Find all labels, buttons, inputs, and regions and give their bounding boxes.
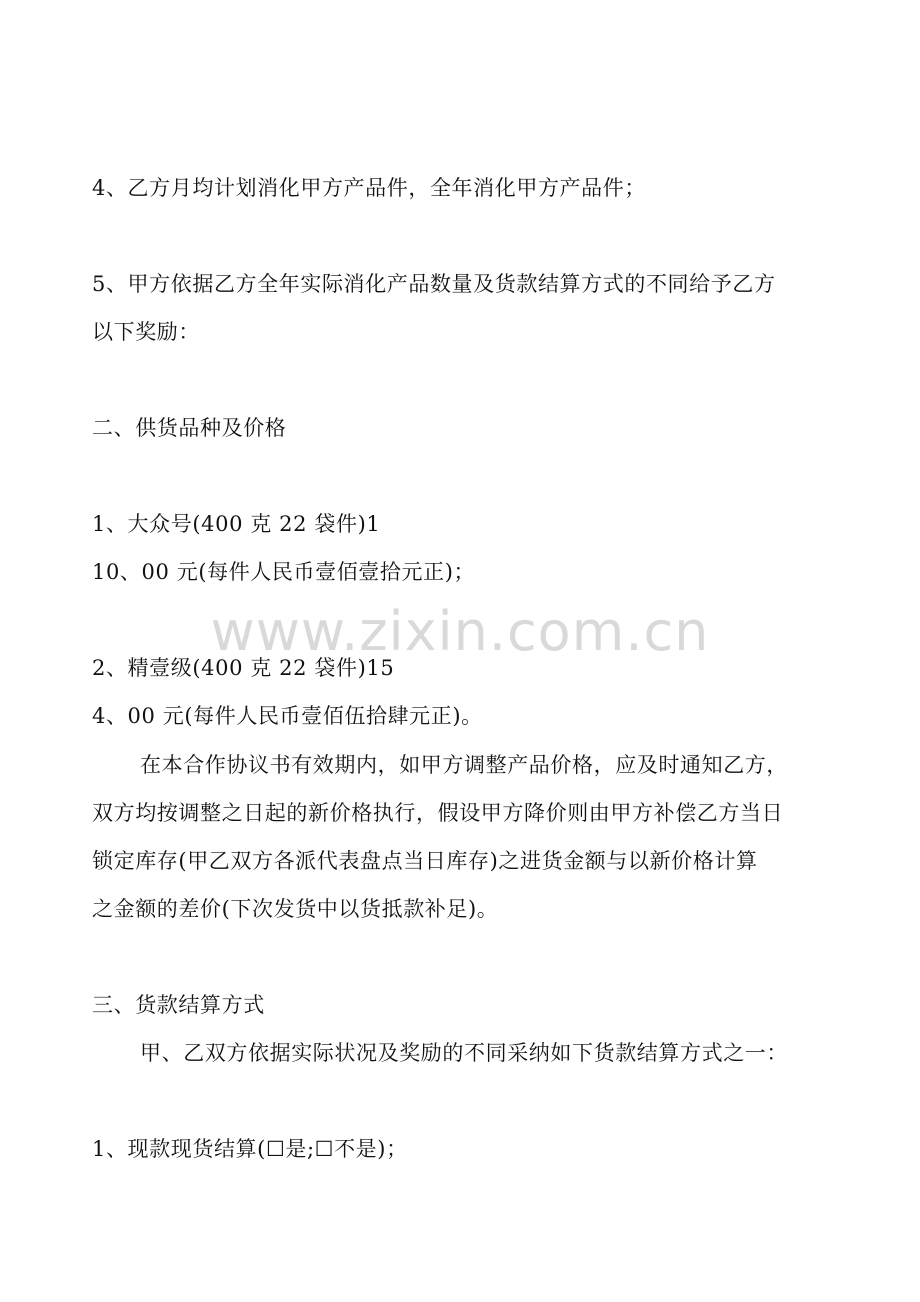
price-adjustment-para-line1: 在本合作协议书有效期内，如甲方调整产品价格，应及时通知乙方， [140, 753, 788, 777]
price-adjustment-para-line3: 锁定库存(甲乙双方各派代表盘点当日库存)之进货金额与以新价格计算 [92, 849, 758, 873]
product-1-line2: 10、00 元(每件人民币壹佰壹拾元正)； [92, 560, 476, 584]
clause-4-text: 4、乙方月均计划消化甲方产品件，全年消化甲方产品件； [92, 176, 646, 200]
section-2-heading: 二、供货品种及价格 [92, 416, 287, 440]
clause-5-text-line1: 5、甲方依据乙方全年实际消化产品数量及货款结算方式的不同给予乙方 [92, 272, 776, 296]
product-2-line2: 4、00 元(每件人民币壹佰伍拾肆元正)。 [92, 704, 483, 728]
product-2-line1: 2、精壹级(400 克 22 袋件)15 [92, 656, 395, 680]
product-1-line1: 1、大众号(400 克 22 袋件)1 [92, 512, 381, 536]
settlement-option-1: 1、现款现货结算(☐是;☐不是)； [92, 1137, 408, 1161]
watermark: www.zixin.com.cn [210, 600, 710, 663]
clause-5-text-line2: 以下奖励： [92, 320, 200, 344]
section-3-heading: 三、货款结算方式 [92, 993, 265, 1017]
price-adjustment-para-line4: 之金额的差价(下次发货中以货抵款补足)。 [92, 897, 499, 921]
price-adjustment-para-line2: 双方均按调整之日起的新价格执行，假设甲方降价则由甲方补偿乙方当日 [92, 801, 784, 825]
settlement-intro: 甲、乙双方依据实际状况及奖励的不同采纳如下货款结算方式之一： [140, 1041, 788, 1065]
